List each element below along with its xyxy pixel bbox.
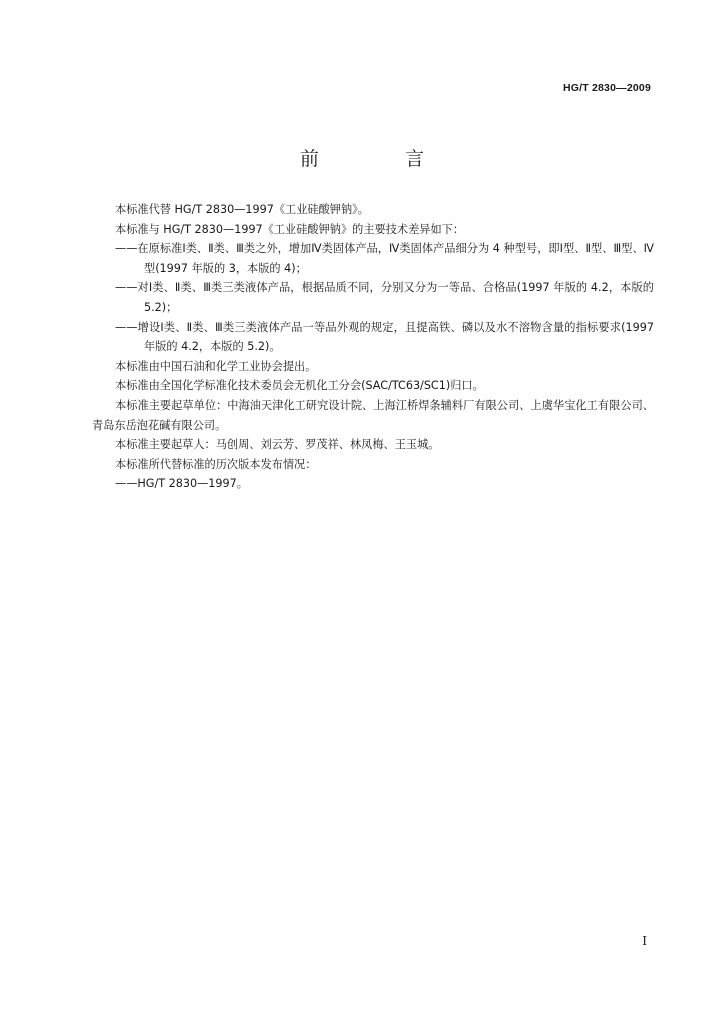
list-item-difference-1: ——在原标准Ⅰ类、Ⅱ类、Ⅲ类之外，增加Ⅳ类固体产品，Ⅳ类固体产品细分为 4 种型号，即Ⅰ型、Ⅱ型、Ⅲ型、Ⅳ型(1997 年版的 3，本版的 4)； [115, 242, 654, 275]
paragraph-previous-edition-item: ——HG/T 2830—1997。 [115, 477, 248, 491]
paragraph-drafting-units: 本标准主要起草单位：中海油天津化工研究设计院、上海江桥焊条辅料厂有限公司、上虞华宝化工有限公司、青岛东岳泡花碱有限公司。 [92, 398, 654, 432]
page-title: 前 言 [299, 148, 465, 170]
document-body [92, 200, 654, 494]
paragraph-drafters: 本标准主要起草人：马创周、刘云芳、罗茂祥、林凤梅、王玉城。 [115, 438, 440, 452]
list-item-difference-2: ——对Ⅰ类、Ⅱ类、Ⅲ类三类液体产品，根据品质不同，分别又分为一等品、合格品(1997 年版的 4.2，本版的 5.2)； [115, 281, 654, 314]
paragraph-replaces: 本标准代替 HG/T 2830—1997《工业硅酸钾钠》。 [115, 203, 369, 216]
list-item-difference-3: ——增设Ⅰ类、Ⅱ类、Ⅲ类三类液体产品一等品外观的规定，且提高铁、磷以及水不溶物含量的指标要求(1997 年版的 4.2，本版的 5.2)。 [115, 320, 654, 354]
paragraph-under-jurisdiction: 本标准由全国化学标准化技术委员会无机化工分会(SAC/TC63/SC1)归口。 [115, 379, 484, 393]
paragraph-proposed-by: 本标准由中国石油和化学工业协会提出。 [115, 359, 317, 373]
standard-code: HG/T 2830—2009 [562, 82, 651, 94]
paragraph-previous-editions: 本标准所代替标准的历次版本发布情况： [115, 457, 317, 471]
page-number: I [642, 934, 647, 948]
paragraph-differences-intro: 本标准与 HG/T 2830—1997《工业硅酸钾钠》的主要技术差异如下： [115, 222, 465, 236]
